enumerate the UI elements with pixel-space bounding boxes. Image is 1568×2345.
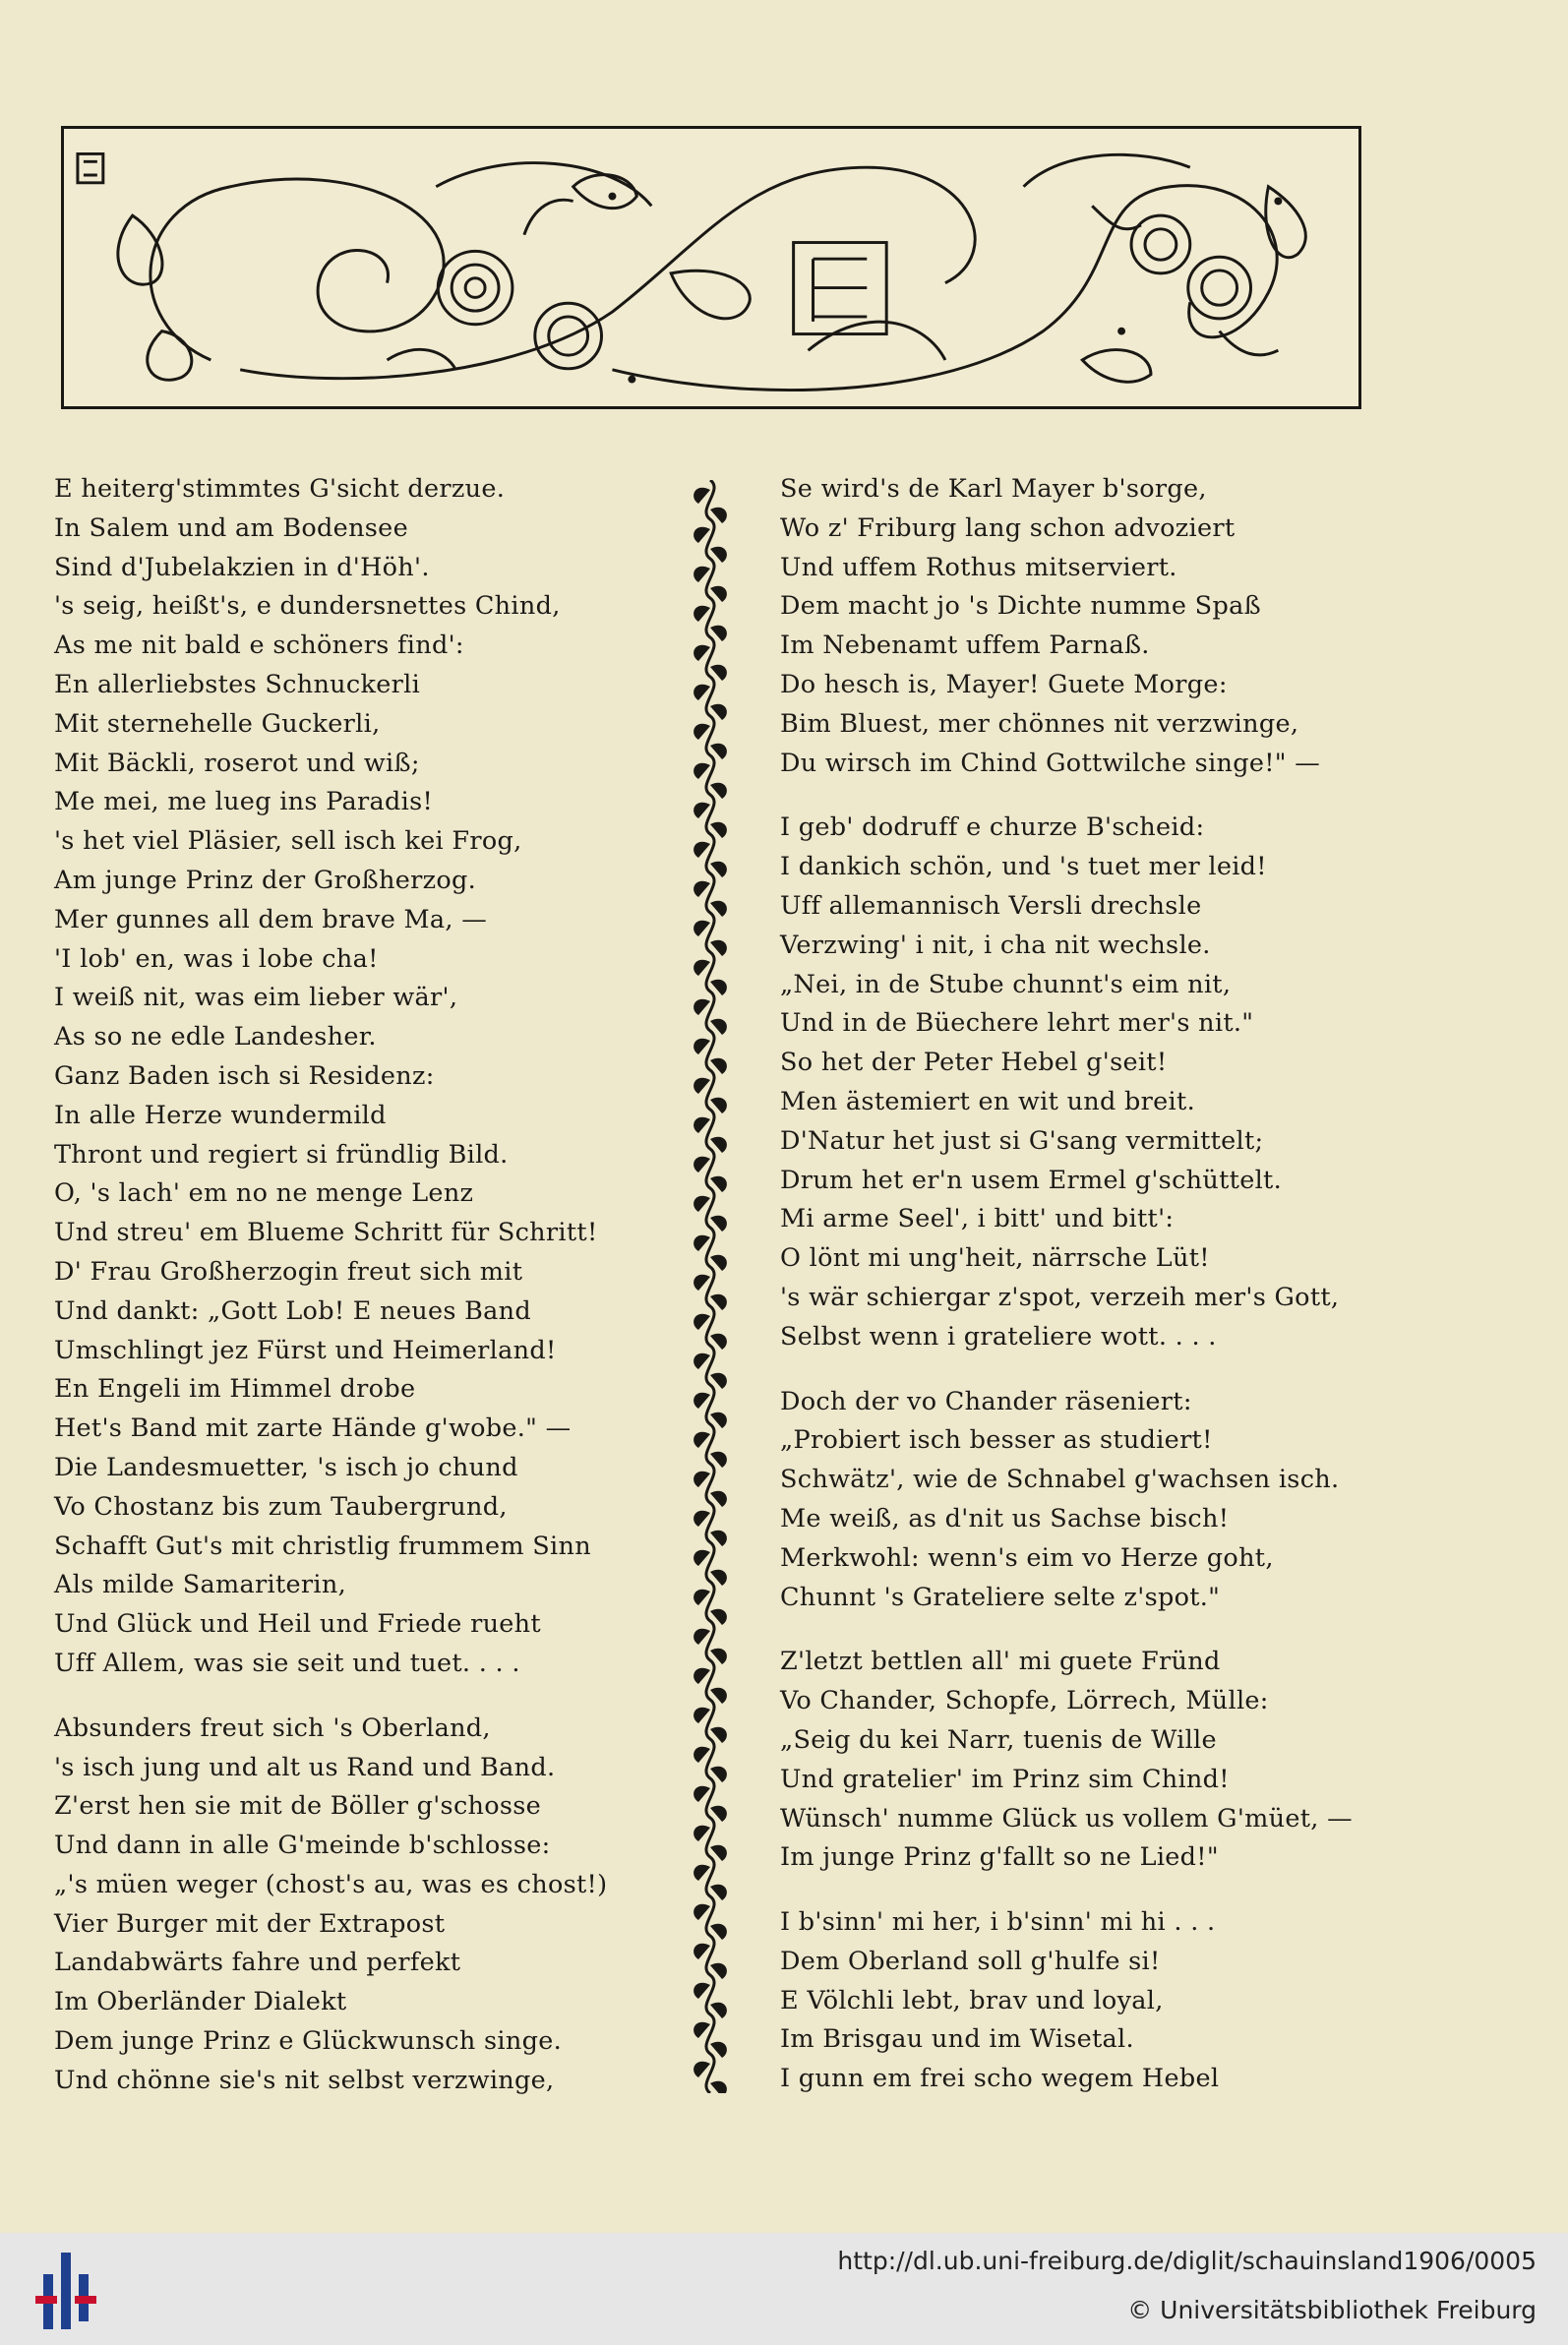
poem-line: Mer gunnes all dem brave Ma, — (54, 904, 488, 934)
poem-line: Absunders freut sich 's Oberland, (54, 1713, 491, 1743)
poem-line: Vier Burger mit der Extrapost (54, 1908, 446, 1939)
poem-line: Und Glück und Heil und Friede rueht (54, 1609, 541, 1640)
poem-line: En Engeli im Himmel drobe (54, 1374, 416, 1405)
left-poem-column (54, 470, 684, 2101)
poem-line: Und uffem Rothus mitserviert. (780, 552, 1177, 582)
poem-line: Het's Band mit zarte Hände g'wobe." — (54, 1413, 572, 1444)
poem-line: Und streu' em Blueme Schritt für Schritt! (54, 1218, 598, 1248)
poem-line: 'I lob' en, was i lobe cha! (54, 943, 379, 974)
poem-line: „Nei, in de Stube chunnt's eim nit, (780, 969, 1232, 999)
poem-line: In Salem und am Bodensee (54, 512, 408, 543)
poem-line: O, 's lach' em no ne menge Lenz (54, 1178, 474, 1209)
poem-line: I weiß nit, was eim lieber wär', (54, 983, 458, 1013)
poem-line: Selbst wenn i grateliere wott. . . . (780, 1321, 1217, 1352)
poem-line: I gunn em frei scho wegem Hebel (780, 2064, 1220, 2094)
poem-line: Wünsch' numme Glück us vollem G'müet, — (780, 1803, 1353, 1834)
poem-line: Bim Bluest, mer chönnes nit verzwinge, (780, 708, 1299, 739)
poem-line: Me mei, me lueg ins Paradis! (54, 787, 434, 817)
copyright-notice: © Universitätsbibliothek Freiburg (1127, 2296, 1537, 2324)
university-library-logo-icon (35, 2253, 96, 2329)
poem-line: Dem Oberland soll g'hulfe si! (780, 1946, 1161, 1976)
poem-line: Uff Allem, was sie seit und tuet. . . . (54, 1648, 520, 1678)
poem-line: Und chönne sie's nit selbst verzwinge, (54, 2065, 555, 2095)
right-poem-column (780, 470, 1390, 2099)
stanza-break (54, 1684, 684, 1710)
poem-line: Z'erst hen sie mit de Böller g'schosse (54, 1791, 542, 1822)
poem-line: Schwätz', wie de Schnabel g'wachsen isch. (780, 1465, 1340, 1495)
poem-line: D'Natur het just si G'sang vermittelt; (780, 1125, 1264, 1156)
stanza-break (780, 1878, 1390, 1903)
poem-line: Uff allemannisch Versli drechsle (780, 890, 1202, 921)
poem-line: Umschlingt jez Fürst und Heimerland! (54, 1335, 557, 1365)
poem-line: Im Nebenamt uffem Parnaß. (780, 631, 1150, 661)
poem-line: Wo z' Friburg lang schon advoziert (780, 512, 1236, 543)
poem-line: Und dankt: „Gott Lob! E neues Band (54, 1295, 532, 1326)
poem-line: En allerliebstes Schnuckerli (54, 669, 421, 699)
poem-line: Do hesch is, Mayer! Guete Morge: (780, 669, 1228, 699)
poem-line: Mit sternehelle Guckerli, (54, 708, 381, 739)
poem-line: I geb' dodruff e churze B'scheid: (780, 812, 1205, 843)
poem-line: E heiterg'stimmtes G'sicht derzue. (54, 474, 506, 504)
poem-line: Am junge Prinz der Großherzog. (54, 865, 477, 895)
poem-line: Und in de Büechere lehrt mer's nit." (780, 1008, 1254, 1039)
poem-line: Und dann in alle G'meinde b'schlosse: (54, 1831, 551, 1861)
poem-line: In alle Herze wundermild (54, 1100, 387, 1130)
poem-line: I b'sinn' mi her, i b'sinn' mi hi . . . (780, 1907, 1216, 1938)
vine-divider-ornament (685, 480, 736, 2093)
poem-line: Thront und regiert si fründlig Bild. (54, 1139, 509, 1170)
stanza-break (780, 1617, 1390, 1643)
poem-line: Dem junge Prinz e Glückwunsch singe. (54, 2026, 562, 2057)
poem-line: Merkwohl: wenn's eim vo Herze goht, (780, 1542, 1274, 1573)
source-url-link[interactable]: http://dl.ub.uni-freiburg.de/diglit/schauinsland1906/0005 (837, 2247, 1537, 2275)
poem-line: Als milde Samariterin, (54, 1570, 346, 1600)
stanza-break (780, 1357, 1390, 1383)
poem-line: Ganz Baden isch si Residenz: (54, 1060, 435, 1091)
poem-line: Die Landesmuetter, 's isch jo chund (54, 1452, 518, 1482)
ornamental-header-illustration (61, 126, 1361, 409)
poem-line: As so ne edle Landesher. (54, 1022, 377, 1052)
poem-line: As me nit bald e schöners find': (54, 631, 464, 661)
poem-line: Schafft Gut's mit christlig frummem Sinn (54, 1531, 591, 1561)
poem-line: Vo Chander, Schopfe, Lörrech, Mülle: (780, 1686, 1269, 1716)
poem-line: Sind d'Jubelakzien in d'Höh'. (54, 552, 430, 582)
poem-line: „Seig du kei Narr, tuenis de Wille (780, 1724, 1217, 1755)
poem-line: Im junge Prinz g'fallt so ne Lied!" (780, 1842, 1219, 1873)
poem-line: Mi arme Seel', i bitt' und bitt': (780, 1204, 1175, 1234)
poem-line: So het der Peter Hebel g'seit! (780, 1048, 1168, 1078)
poem-line: Verzwing' i nit, i cha nit wechsle. (780, 930, 1211, 960)
poem-line: O lönt mi ung'heit, närrsche Lüt! (780, 1243, 1210, 1274)
poem-line: 's seig, heißt's, e dundersnettes Chind, (54, 591, 561, 622)
poem-line: E Völchli lebt, brav und loyal, (780, 1985, 1164, 2015)
poem-line: I dankich schön, und 's tuet mer leid! (780, 852, 1267, 882)
poem-line: Mit Bäckli, roserot und wiß; (54, 748, 420, 778)
poem-line: Landabwärts fahre und perfekt (54, 1948, 461, 1978)
poem-line: Im Brisgau und im Wisetal. (780, 2024, 1134, 2055)
poem-line: Men ästemiert en wit und breit. (780, 1086, 1195, 1116)
poem-line: Und gratelier' im Prinz sim Chind! (780, 1764, 1230, 1794)
poem-line: „Probiert isch besser as studiert! (780, 1425, 1213, 1456)
poem-line: 's isch jung und alt us Rand und Band. (54, 1752, 556, 1782)
poem-line: 's wär schiergar z'spot, verzeih mer's Gott, (780, 1282, 1340, 1312)
poem-line: Chunnt 's Grateliere selte z'spot." (780, 1582, 1221, 1612)
poem-line: Im Oberländer Dialekt (54, 1987, 347, 2017)
poem-line: Z'letzt bettlen all' mi guete Fründ (780, 1647, 1221, 1677)
poem-line: Drum het er'n usem Ermel g'schüttelt. (780, 1165, 1282, 1195)
poem-line: Doch der vo Chander räseniert: (780, 1386, 1192, 1416)
poem-line: D' Frau Großherzogin freut sich mit (54, 1256, 523, 1287)
floral-scroll-ornament (64, 129, 1358, 406)
stanza-break (780, 783, 1390, 809)
poem-line: Du wirsch im Chind Gottwilche singe!" — (780, 748, 1321, 778)
poem-line: „'s müen weger (chost's au, was es chost!) (54, 1869, 608, 1899)
poem-line: 's het viel Pläsier, sell isch kei Frog, (54, 826, 522, 857)
poem-line: Se wird's de Karl Mayer b'sorge, (780, 474, 1207, 504)
poem-line: Vo Chostanz bis zum Taubergrund, (54, 1491, 508, 1522)
poem-line: Me weiß, as d'nit us Sachse bisch! (780, 1503, 1230, 1533)
poem-line: Dem macht jo 's Dichte numme Spaß (780, 591, 1261, 622)
